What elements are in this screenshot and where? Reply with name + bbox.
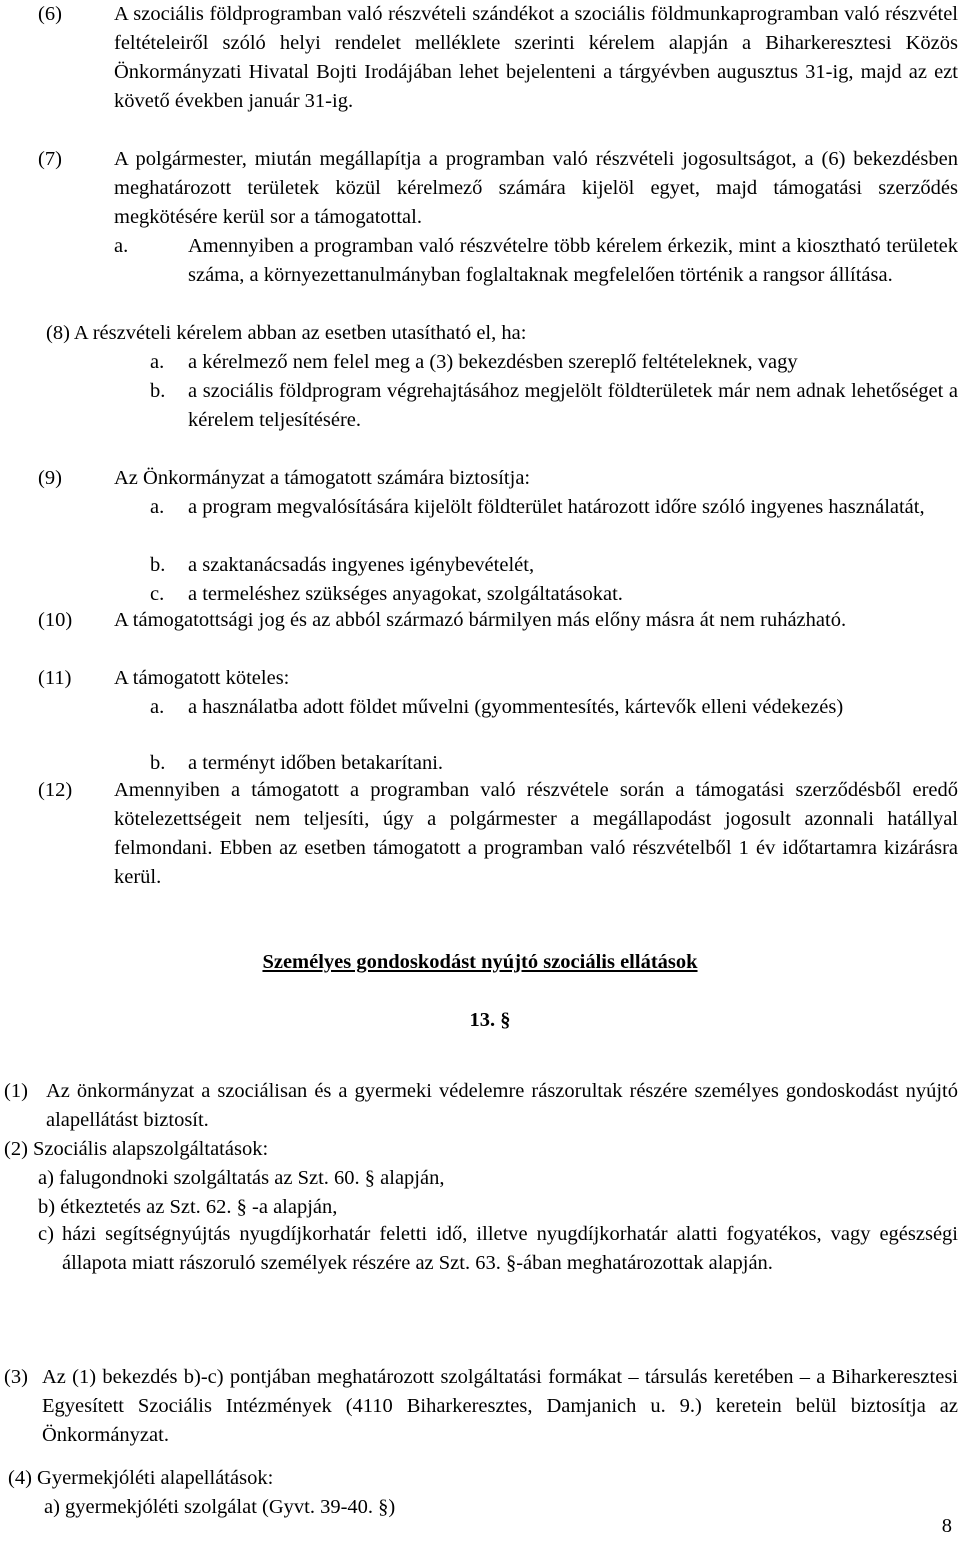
item-label: b.: [150, 554, 166, 576]
paragraph-text: Az Önkormányzat a támogatott számára biztosítja:: [114, 467, 531, 489]
paragraph-2-item-c: [38, 1220, 958, 1278]
section-13-paragraph-3: [4, 1363, 958, 1450]
paragraph-8: (8) A részvételi kérelem abban az esetben utasítható el, ha:: [46, 322, 527, 344]
item-label: b.: [150, 752, 166, 774]
paragraph-4-item-a: a) gyermekjóléti szolgálat (Gyvt. 39-40. §): [44, 1496, 396, 1518]
paragraph-9: [38, 464, 958, 493]
item-label: c.: [150, 583, 165, 605]
item-text: a program megvalósítására kijelölt földterület határozott időre szóló ingyenes használatát,: [188, 496, 925, 518]
item-text: házi segítségnyújtás nyugdíjkorhatár feletti idő, illetve nyugdíjkorhatár alatti fogyatékos, vagy egészségi állapota miatt rászoruló személyek részére az Szt. 63. §-ában meghatározottak alapján.: [62, 1223, 958, 1274]
paragraph-number: (11): [38, 667, 72, 689]
item-label: a.: [114, 235, 129, 257]
item-text: a szaktanácsadás ingyenes igénybevételét,: [188, 554, 535, 576]
paragraph-2-item-a: a) falugondnoki szolgáltatás az Szt. 60. § alapján,: [38, 1167, 445, 1189]
paragraph-10: [38, 606, 958, 635]
paragraph-text: Az (1) bekezdés b)-c) pontjában meghatározott szolgáltatási formákat – társulás keretében – a Biharkeresztesi Egyesített Szociális Intézmények (4110 Biharkeresztes, Damjanich u. 9.) keretein belül biztosítja az Önkormányzat.: [42, 1366, 958, 1446]
paragraph-8-item-b: [150, 377, 958, 435]
paragraph-text: A támogatottsági jog és az abból származó bármilyen más előny másra át nem ruházható.: [114, 609, 847, 631]
paragraph-7-item-a: [114, 232, 958, 290]
item-text: a termeléshez szükséges anyagokat, szolgáltatásokat.: [188, 583, 623, 605]
section-13-paragraph-4: (4) Gyermekjóléti alapellátások:: [8, 1467, 274, 1489]
section-number: 13. §: [469, 1009, 511, 1031]
page-number: 8: [941, 1515, 952, 1537]
item-label: b.: [150, 380, 166, 402]
paragraph-text: Amennyiben a támogatott a programban való részvétele során a támogatási szerződésből eredő kötelezettségeit nem teljesíti, úgy a polgármester a megállapodást jogosult azonnali hatállyal felmondani. Ebben az esetben támogatott a programban való részvételből 1 év időtartamra kizárásra kerül.: [114, 779, 958, 888]
paragraph-number: (12): [38, 779, 73, 801]
item-label: a.: [150, 351, 165, 373]
paragraph-number: (6): [38, 3, 62, 25]
paragraph-2-item-b: b) étkeztetés az Szt. 62. § -a alapján,: [38, 1196, 338, 1218]
section-heading: Személyes gondoskodást nyújtó szociális ellátások: [262, 951, 698, 973]
paragraph-11: [38, 664, 958, 693]
paragraph-6: [38, 0, 958, 116]
paragraph-7: [38, 145, 958, 232]
item-label: a.: [150, 496, 165, 518]
paragraph-text: A polgármester, miután megállapítja a programban való részvételi jogosultságot, a (6) bekezdésben meghatározott területek közül kérelmező számára kijelöl egyet, majd támogatási szerződés megkötésére kerül sor a támogatottal.: [114, 148, 958, 228]
section-13-paragraph-2: (2) Szociális alapszolgáltatások:: [4, 1138, 269, 1160]
paragraph-12: [38, 776, 958, 892]
paragraph-text: A támogatott köteles:: [114, 667, 290, 689]
paragraph-number: (7): [38, 148, 62, 170]
section-13-paragraph-1: [4, 1077, 958, 1135]
item-label: c): [38, 1223, 54, 1245]
paragraph-9-item-b: [150, 551, 958, 580]
paragraph-11-item-a: [150, 693, 958, 722]
item-label: a.: [150, 696, 165, 718]
paragraph-9-item-a: [150, 493, 958, 522]
item-text: a kérelmező nem felel meg a (3) bekezdésben szereplő feltételeknek, vagy: [188, 351, 798, 373]
paragraph-number: (9): [38, 467, 62, 489]
item-text: a szociális földprogram végrehajtásához megjelölt földterületek már nem adnak lehetőséget a kérelem teljesítésére.: [188, 380, 958, 431]
paragraph-9-item-c: [150, 580, 958, 609]
item-text: a terményt időben betakarítani.: [188, 752, 444, 774]
item-text: Amennyiben a programban való részvételre több kérelem érkezik, mint a kiosztható területek száma, a környezettanulmányban foglaltaknak megfelelően történik a rangsor állítása.: [188, 235, 958, 286]
paragraph-8-item-a: [150, 348, 958, 377]
paragraph-text: A szociális földprogramban való részvételi szándékot a szociális földmunkaprogramban való részvétel feltételeiről szóló helyi rendelet melléklete szerinti kérelem alapján a Biharkeresztesi Közös Önkormányzati Hivatal Bojti Irodájában lehet bejelenteni a tárgyévben augusztus 31-ig, majd az ezt követő években január 31-ig.: [114, 3, 958, 112]
paragraph-text: Az önkormányzat a szociálisan és a gyermeki védelemre rászorultak részére személyes gondoskodást nyújtó alapellátást biztosít.: [46, 1080, 958, 1131]
item-text: a használatba adott földet művelni (gyommentesítés, kártevők elleni védekezés): [188, 696, 844, 718]
paragraph-number: (1): [4, 1080, 28, 1102]
paragraph-number: (3): [4, 1366, 28, 1388]
paragraph-11-item-b: [150, 749, 958, 778]
paragraph-number: (10): [38, 609, 73, 631]
